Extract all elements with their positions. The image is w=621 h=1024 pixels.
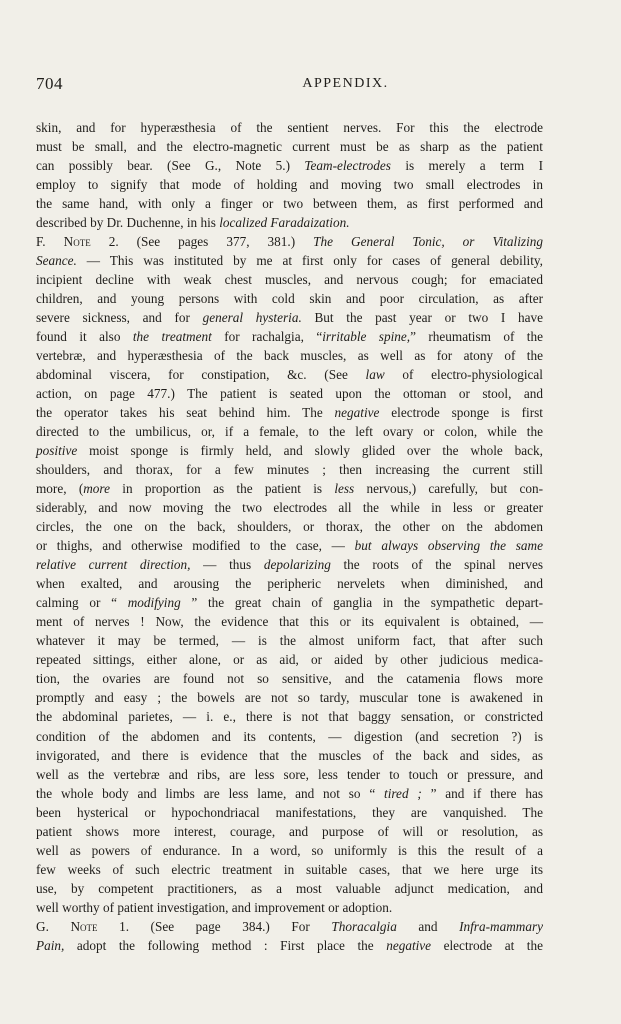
text-run: for rachalgia, “ [211,329,323,345]
text-run: nervous,) carefully, but con- [354,481,543,497]
text-line [36,441,543,460]
text-line [36,346,543,365]
text-line [36,574,543,593]
text-line [36,822,543,841]
text-run: shoulders, and thorax, for a few minutes ; then increasing the current still [36,462,543,478]
text-run: G. [36,918,71,934]
text-run: electrode at the [431,937,543,953]
text-line [36,308,543,327]
text-line [36,327,543,346]
text-run: F. [36,234,64,250]
text-line [36,517,543,536]
text-run: condition of the abdomen and its contents, — digestion (and secretion ?) is [36,728,543,744]
text-line [36,536,543,555]
text-line [36,498,543,517]
text-line [36,213,543,232]
text-line [36,841,543,860]
text-line [36,612,543,631]
text-run: localized Faradaization. [219,215,350,231]
text-line [36,650,543,669]
text-run: invigorated, and there is evidence that the muscles of the back and sides, as [36,747,543,763]
text-line [36,365,543,384]
text-line [36,765,543,784]
text-line [36,860,543,879]
text-run: moist sponge is firmly held, and slowly glided over the whole back, [77,443,543,459]
text-line [36,898,543,917]
page-header [36,74,585,96]
text-run: negative [334,405,380,421]
text-run: But the past year or two I have [301,310,543,326]
text-run: abdominal viscera, for constipation, &c. (See [36,367,366,383]
text-run: use, by competent practitioners, as a most valuable adjunct medication, and [36,880,543,896]
text-run: relative current direction, [36,557,191,573]
text-line [36,251,543,270]
text-run: the roots of the spinal nerves [330,557,543,573]
text-run: promptly and easy ; the bowels are not so tardy, muscular tone is awakened in [36,690,543,706]
text-run: less [334,481,355,497]
text-run: tired ; [384,785,422,801]
text-run: ” and if there has [421,785,544,801]
text-run: negative [386,937,432,953]
text-run: or thighs, and otherwise modified to the case, — [36,538,355,554]
text-run: ment of nerves ! Now, the evidence that this or its equivalent is obtained, — [36,614,543,630]
text-run: been hysterical or hypochondriacal manifestations, they are vanquished. The [36,804,543,820]
text-line [36,232,543,251]
text-line [36,936,543,955]
running-head: APPENDIX. [302,76,389,91]
text-run: vertebræ, and hyperæsthesia of the back muscles, as well as for atony of the [36,348,543,364]
text-run: 2. (See pages 377, 381.) [90,234,314,250]
text-line [36,688,543,707]
text-run: circles, the one on the back, shoulders, or thorax, the other on the abdomen [36,519,543,535]
text-run: the whole body and limbs are less lame, and not so “ [36,785,385,801]
text-run: the treatment [132,329,212,345]
text-line [36,118,543,137]
text-run: can possibly bear. (See G., Note 5.) [36,158,305,174]
text-run: patient shows more interest, courage, and purpose of will or resolution, as [36,823,543,839]
text-run: Infra-mammary [459,918,543,934]
text-run: the same hand, with only a finger or two between them, as first performed and [36,196,543,212]
text-run: well as the vertebræ and ribs, are less sore, less tender to touch or pressure, and [36,766,543,782]
text-run: and [396,918,460,934]
text-run: the abdominal parietes, — i. e., there is not that baggy sensation, or constricted [36,709,543,725]
text-line [36,707,543,726]
text-run: The General Tonic, or Vitalizing [313,234,544,250]
text-run: more [83,481,110,497]
text-line [36,669,543,688]
text-run: the operator takes his seat behind him. The [36,405,335,421]
text-line [36,784,543,803]
text-line [36,746,543,765]
text-run: whatever it may be termed, — is the almost uniform fact, that after such [36,633,543,649]
text-run: found it also [36,329,133,345]
text-run: modifying [127,595,181,611]
text-run: 1. (See page 384.) For [97,918,332,934]
text-line [36,727,543,746]
text-run: is merely a term I [390,158,543,174]
text-run: irritable spine, [322,329,411,345]
text-line [36,460,543,479]
text-line [36,270,543,289]
text-run: in proportion as the patient is [109,481,335,497]
text-run: Seance. [36,253,77,269]
text-run: of electro-physiological [384,367,543,383]
text-run: Pain, [36,937,65,953]
text-line [36,137,543,156]
text-line [36,384,543,403]
text-run: siderably, and now moving the two electrodes all the while in less or greater [36,500,543,516]
text-run: — thus [190,557,264,573]
text-run: law [365,367,385,383]
page-number: 704 [36,74,63,93]
text-run: well worthy of patient investigation, and improvement or adoption. [36,899,393,915]
text-run: must be small, and the electro-magnetic current must be as sharp as the patient [36,139,543,155]
text-run: ” the great chain of ganglia in the sympathetic depart- [180,595,543,611]
text-line [36,631,543,650]
text-run: employ to signify that mode of holding and moving two small electrodes in [36,177,543,193]
text-run: severe sickness, and for [36,310,203,326]
text-run: Note [63,234,91,250]
text-line [36,156,543,175]
text-run: Note [70,918,98,934]
text-line [36,803,543,822]
text-run: incipient decline with weak chest muscles, and nervous cough; for emaciated [36,272,543,288]
text-run: well as powers of endurance. In a word, so uniformly is this the result of a [36,842,543,858]
text-run: action, on page 477.) The patient is seated upon the ottoman or stool, and [36,386,543,402]
text-run: when exalted, and arousing the peripheric nervelets when diminished, and [36,576,543,592]
text-run: described by Dr. Duchenne, in his [36,215,220,231]
text-line [36,479,543,498]
text-run: skin, and for hyperæsthesia of the sentient nerves. For this the electrode [36,120,543,135]
text-run: but always observing the same [354,538,543,554]
text-run: positive [36,443,78,459]
text-line [36,422,543,441]
text-run: tion, the ovaries are found not so sensitive, and the catamenia flows more [36,671,543,687]
text-run: — This was instituted by me at first only for cases of general debility, [76,253,543,269]
text-run: directed to the umbilicus, or, if a female, to the left ovary or colon, while the [36,424,543,440]
text-run: ” rheumatism of the [410,329,543,345]
text-run: depolarizing [263,557,331,573]
text-line [36,403,543,422]
text-run: more, ( [36,481,84,497]
text-run: few weeks of such electric treatment in suitable cases, that we here urge its [36,861,543,877]
body-text [36,118,543,955]
text-run: children, and young persons with cold skin and poor circulation, as after [36,291,543,307]
text-run: adopt the following method : First place the [64,937,387,953]
text-line [36,194,543,213]
text-line [36,175,543,194]
text-run: Thoracalgia [331,918,397,934]
text-run: general hysteria. [202,310,302,326]
text-line [36,917,543,936]
text-run: electrode sponge is first [379,405,543,421]
text-line [36,593,543,612]
text-line [36,879,543,898]
text-run: calming or “ [36,595,128,611]
text-run: repeated sittings, either alone, or as aid, or aided by other judicious medica- [36,652,543,668]
text-line [36,289,543,308]
text-line [36,555,543,574]
text-run: Team-electrodes [304,158,391,174]
